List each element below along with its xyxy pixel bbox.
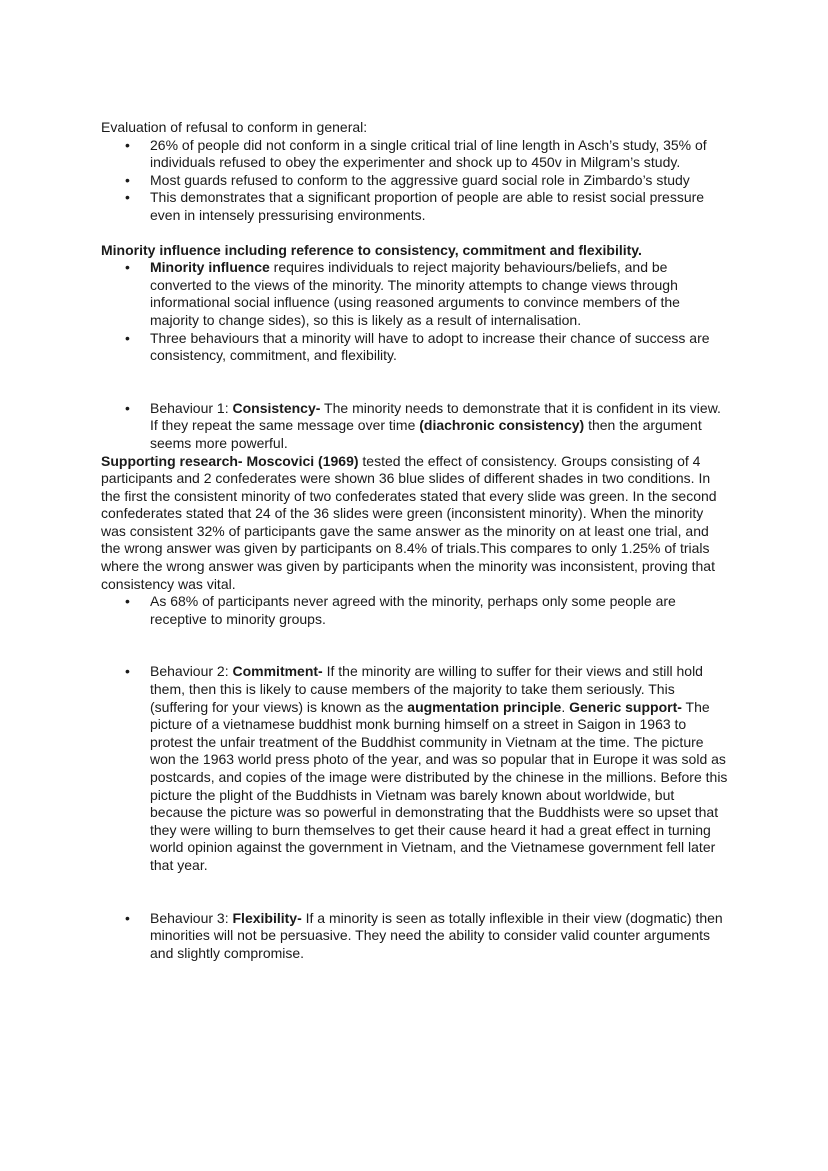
bullet-icon: • [125, 663, 130, 680]
refusal-heading: Evaluation of refusal to conform in general: [101, 119, 368, 135]
bullet-icon: • [125, 189, 130, 206]
list-item: • This demonstrates that a significant proportion of people are able to resist social pressure even in intensely pressurising environments. [125, 189, 705, 223]
bullet-icon: • [125, 329, 130, 346]
list-item: • Most guards refused to conform to the aggressive guard social role in Zimbardo’s study [125, 171, 690, 188]
list-item: • Minority influence requires individuals to reject majority behaviours/beliefs, and be converted to the views of the minority. The minority attempts to change views through informational social influence (using reasoned arguments to convince members of the majority to change sides), so this is likely as a result of internalisation. [125, 259, 680, 328]
list-item: • Behaviour 3: Flexibility- If a minority is seen as totally inflexible in their view (dogmatic) then minorities will not be persuasive. They need the ability to consider valid counter arguments and slightly compromise. [125, 909, 723, 961]
bullet-icon: • [125, 136, 130, 153]
list-item: • 26% of people did not conform in a single critical trial of line length in Asch’s study, 35% of individuals refused to obey the experimenter and shock up to 450v in Milgram’s study. [125, 136, 707, 171]
list-item: • Behaviour 2: Commitment- If the minority are willing to suffer for their views and still hold them, then this is likely to cause members of the majority to take them seriously. This (suffering for your views) is known as the augmentation principle. Generic support- The picture of a vietnamese buddhist monk burning himself on a street in Saigon in 1963 to protest the unfair treatment of the Buddhist community in Vietnam at the time. The picture won the 1963 world press photo of the year, and was so popular that in Europe it was sold as postcards, and copies of the image were distributed by the chinese in the millions. Before this picture the plight of the Buddhists in Vietnam was barely known about worldwide, but because the picture was so powerful in demonstrating that the Buddhists were so upset that they were willing to burn themselves to get their cause heard it had a great effect in turning world opinion against the government in Vietnam, and the Vietnamese government fell later that year. [125, 663, 728, 873]
list-item: • Three behaviours that a minority will have to adopt to increase their chance of success are consistency, commitment, and flexibility. [125, 329, 710, 364]
behaviour1-eval-list [101, 593, 731, 628]
refusal-list [101, 137, 731, 225]
bullet-icon: • [125, 259, 130, 276]
bullet-icon: • [125, 593, 130, 610]
minority-heading: Minority influence including reference to consistency, commitment and flexibility. [101, 241, 642, 258]
behaviour1-list [101, 400, 731, 453]
minority-list [101, 259, 731, 365]
behaviour3-list [101, 910, 731, 963]
behaviour2-list [101, 663, 731, 874]
bullet-icon: • [125, 909, 130, 926]
document-page [101, 119, 731, 962]
list-item: • As 68% of participants never agreed with the minority, perhaps only some people are receptive to minority groups. [125, 593, 676, 627]
supporting-research: Supporting research- Moscovici (1969) tested the effect of consistency. Groups consisting of 4 participants and 2 confederates were shown 36 blue slides of different shades in two conditions. In the first the consistent minority of two confederates stated that every slide was green. In the second confederates stated that 24 of the 36 slides were green (inconsistent minority). When the minority was consistent 32% of participants gave the same answer as the minority on at least one trial, and the wrong answer was given by participants on 8.4% of trials.This compares to only 1.25% of trials where the wrong answer was given by participants when the minority was inconsistent, proving that consistency was vital. [101, 452, 717, 592]
list-item: • Behaviour 1: Consistency- The minority needs to demonstrate that it is confident in its view. If they repeat the same message over time (diachronic consistency) then the argument seems more powerful. [125, 399, 721, 451]
bullet-icon: • [125, 399, 130, 416]
bullet-icon: • [125, 171, 130, 188]
